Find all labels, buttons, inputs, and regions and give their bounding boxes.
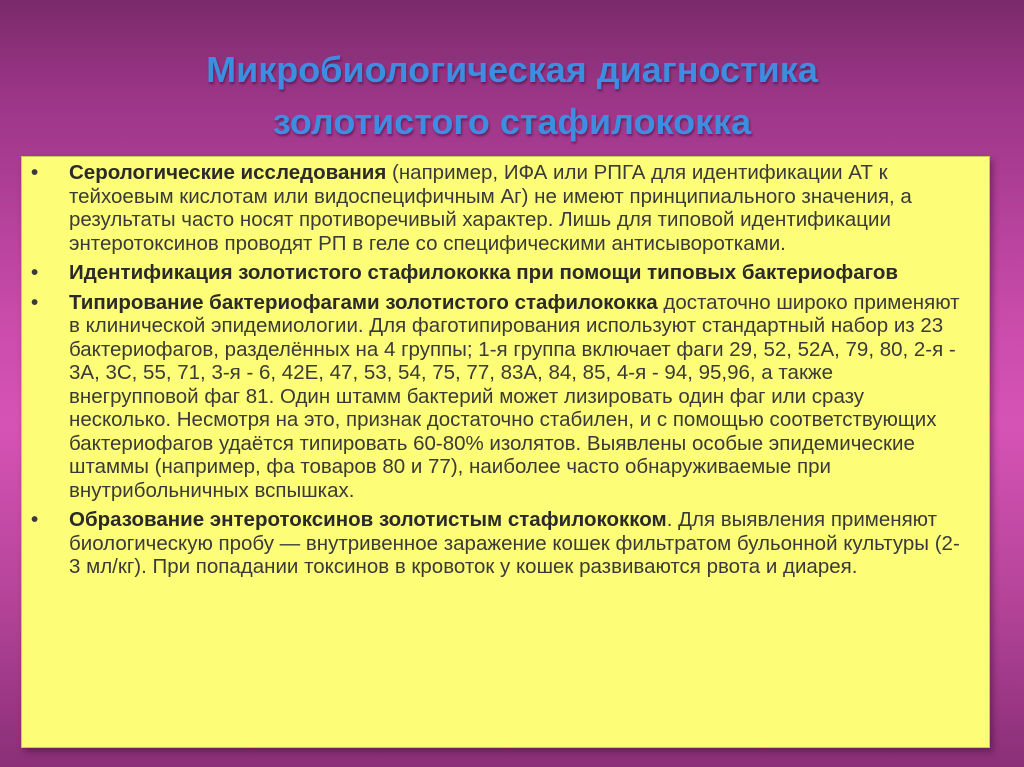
bullet-text: достаточно широко применяют в клинической эпидемиологии. Для фаготипирования используют стандартный набор из 23 бактериофагов, разделённых на 4 группы; 1-я группа включает фаги 29, 52, 52А, 79, 80, 2-я - 3А, 3С, 55, 71, 3-я - 6, 42Е, 47, 53, 54, 75, 77, 83А, 84, 85, 4-я - 94, 95,96, а также внегрупповой фаг 81. Один штамм бактерий может лизировать один фаг или сразу несколько. Несмотря на это, признак достаточно стабилен, и с помощью соответствующих бактериофагов удаётся типировать 60-80% изолятов. Выявлены особые эпидемические штаммы (например, фа товаров 80 и 77), наиболее часто обнаруживаемые при внутрибольничных вспышках.	[69, 290, 960, 502]
bullet-icon: •	[31, 261, 39, 284]
bullet-icon: •	[31, 508, 39, 531]
bullet-item-enterotoxins	[30, 508, 967, 579]
bullet-item-phage-typing	[30, 291, 967, 503]
slide-title-line-1: Микробиологическая диагностика	[206, 49, 818, 90]
bullet-list	[22, 157, 989, 579]
bullet-icon: •	[31, 290, 39, 314]
bullet-icon: •	[31, 161, 39, 184]
bullet-lead: Образование энтеротоксинов золотистым стафилококком	[69, 508, 667, 531]
bullet-text: . Для выявления применяют биологическую пробу — внутривенное заражение кошек фильтратом бульонной культуры (2-3 мл/кг). При попадании токсинов в кровоток у кошек развиваются рвота и диарея.	[69, 508, 960, 578]
bullet-lead: Типирование бактериофагами золотистого стафилококка	[69, 290, 658, 314]
bullet-lead: Серологические исследования	[69, 161, 387, 184]
bullet-item-serology	[30, 161, 967, 255]
slide-title	[0, 44, 1024, 148]
bullet-item-phage-identification	[30, 261, 967, 285]
bullet-lead: Идентификация золотистого стафилококка при помощи типовых бактериофагов	[69, 261, 899, 284]
slide-title-line-2: золотистого стафилококка	[272, 101, 752, 142]
bullet-text: (например, ИФА или РПГА для идентификации АТ к тейхоевым кислотам или видоспецифичным Аг) не имеют принципиального значения, а результаты часто носят противоречивый характер. Лишь для типовой идентификации энтеротоксинов проводят РП в геле со специфическими антисыворотками.	[69, 161, 912, 255]
content-box	[21, 156, 990, 748]
